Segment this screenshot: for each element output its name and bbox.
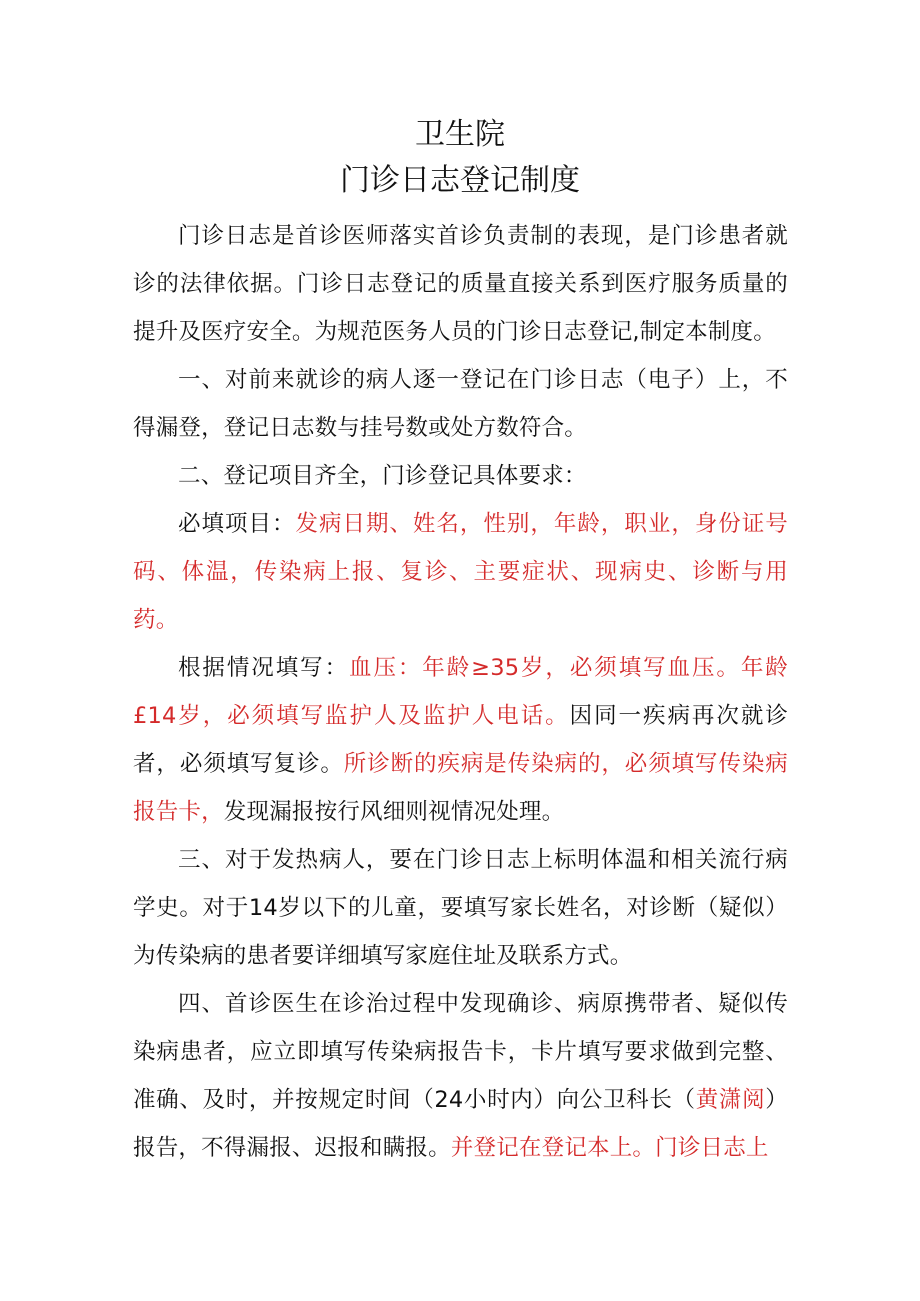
conditional-rule-age: 血压：年龄≥35岁，必须填写血压。年龄£14岁，必须填写监护人及监护人电话。 [133, 655, 788, 729]
paragraph-item-3: 三、对于发热病人，要在门诊日志上标明体温和相关流行病学史。对于14岁以下的儿童，要填写家长姓名，对诊断（疑似）为传染病的患者要详细填写家庭住址及联系方式。 [133, 847, 788, 969]
conditional-fields-label: 根据情况填写： [178, 655, 350, 681]
required-fields-list: 发病日期、姓名，性别，年龄，职业，身份证号码、体温，传染病上报、复诊、主要症状、现病史、诊断与用药。 [133, 511, 788, 633]
item-4-red-tail: 并登记在登记本上。门诊日志上 [450, 1135, 769, 1161]
conditional-rule-penalty: 发现漏报按行风细则视情况处理。 [223, 799, 565, 825]
item-4-text: 四、首诊医生在诊治过程中发现确诊、病原携带者、疑似传染病患者，应立即填写传染病报告卡，卡片填写要求做到完整、准确、及时，并按规定时间（24小时内）向公卫科长（ [133, 991, 788, 1113]
document-title: 门诊日志登记制度 [340, 163, 580, 198]
paragraph-conditional-fields [133, 644, 788, 836]
paragraph-item-2: 二、登记项目齐全，门诊登记具体要求： [178, 463, 587, 489]
conditional-rule-infectious: 所诊断的疾病是传染病的，必须填写传染病报告卡， [133, 751, 788, 825]
required-fields-label: 必填项目： [178, 511, 296, 537]
document-body [133, 212, 788, 1172]
item-4-text-cont: ）报告，不得漏报、迟报和瞒报。 [133, 1087, 788, 1161]
paragraph-intro: 门诊日志是首诊医师落实首诊负责制的表现，是门诊患者就诊的法律依据。门诊日志登记的质量直接关系到医疗服务质量的提升及医疗安全。为规范医务人员的门诊日志登记,制定本制度。 [133, 223, 788, 345]
conditional-rule-revisit: 因同一疾病再次就诊者，必须填写复诊。 [133, 703, 788, 777]
paragraph-required-fields [133, 500, 788, 644]
item-4-contact-name: 黄潇阅 [695, 1087, 766, 1113]
document-title-org: 卫生院 [415, 117, 505, 152]
paragraph-item-1: 一、对前来就诊的病人逐一登记在门诊日志（电子）上，不得漏登，登记日志数与挂号数或处方数符合。 [133, 367, 788, 441]
paragraph-item-4 [133, 980, 788, 1172]
